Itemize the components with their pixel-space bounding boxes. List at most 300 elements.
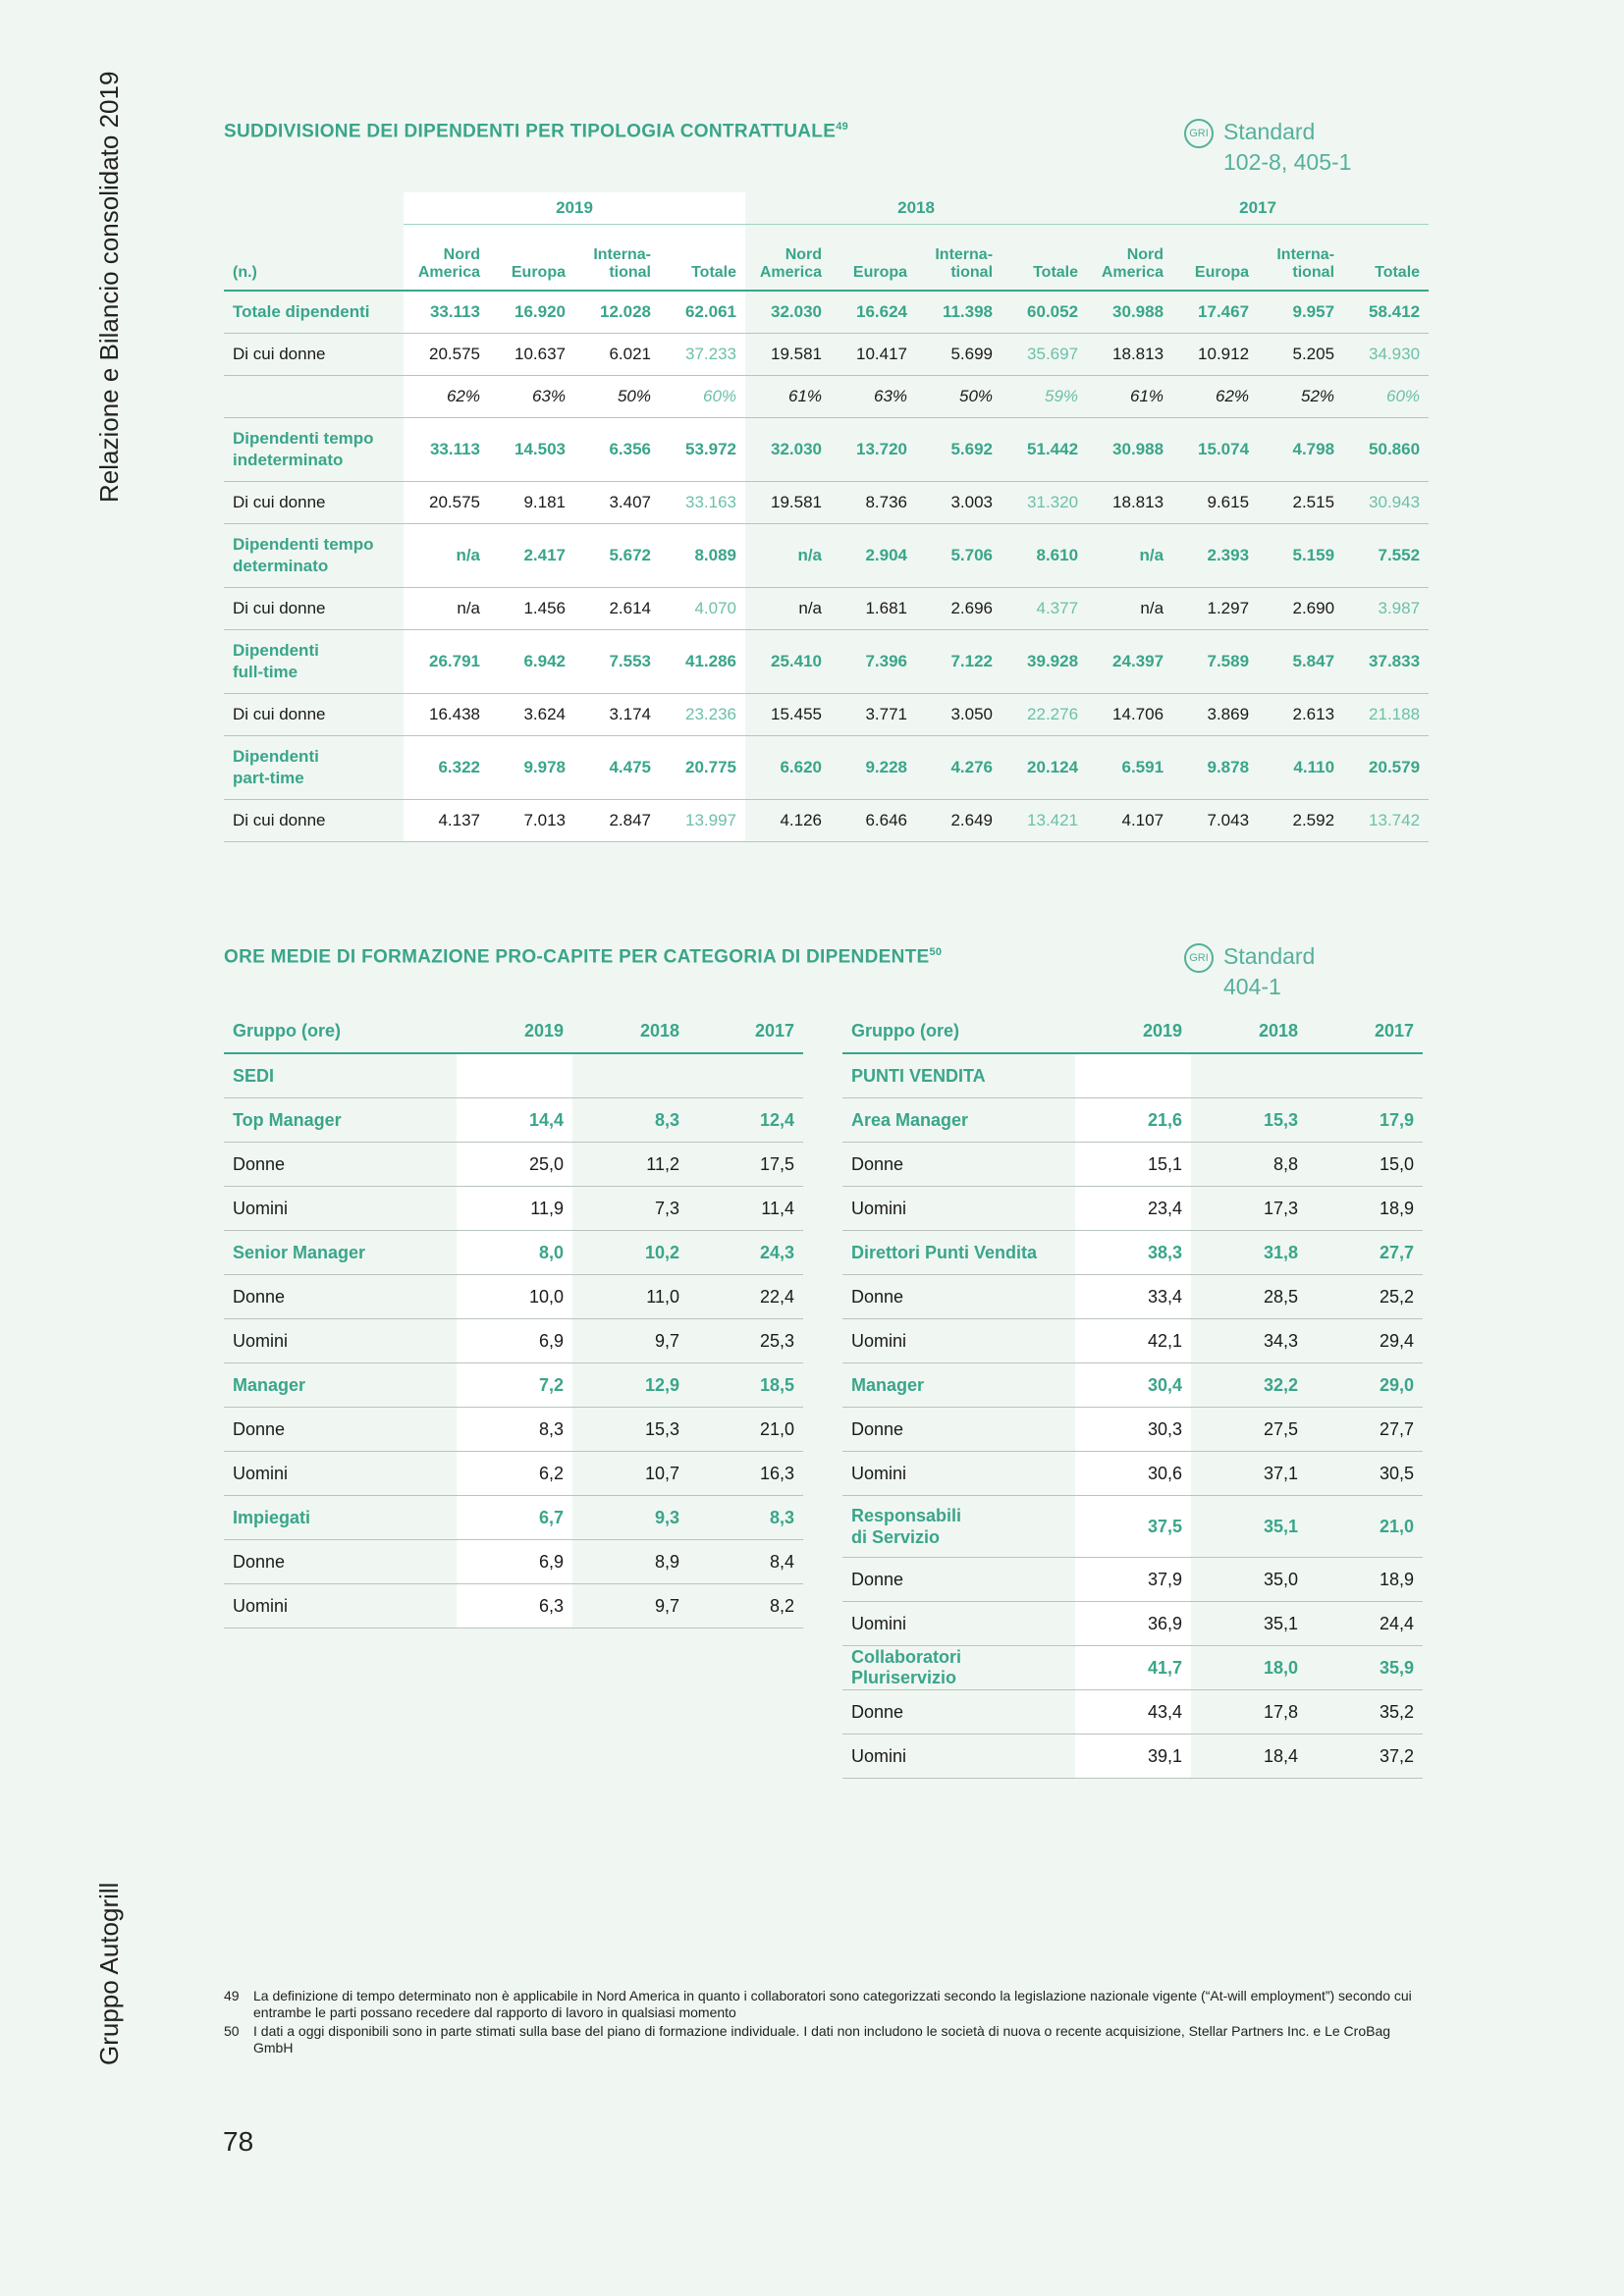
table-cell: 7.013 [489,800,574,842]
table-row [842,1496,1423,1558]
row-label-line: Uomini [851,1330,907,1351]
row-label [224,1496,457,1540]
row-label-line: Uomini [233,1330,289,1351]
table-cell: 24,3 [688,1231,803,1275]
row-label-line: Top Manager [233,1109,342,1130]
table-cell: 61% [1087,376,1172,418]
column-header-line: Europa [511,264,566,281]
row-label-line: Donne [851,1153,904,1174]
table-cell: 21,0 [1307,1496,1423,1558]
table-row [224,418,1429,482]
table-cell: 5.847 [1258,630,1343,694]
table-cell: 8.736 [831,482,916,524]
table-cell: 8.089 [660,524,745,588]
row-label-line: Donne [233,1418,286,1439]
row-label-line: Di cui donne [233,599,326,617]
table-cell: 3.624 [489,694,574,736]
table-cell: 31.320 [1001,482,1087,524]
column-header: Gruppo (ore) [842,1009,1075,1053]
footnote [224,1988,1422,2021]
table-cell: 1.681 [831,588,916,630]
row-label [224,694,404,736]
table-cell: 14,4 [457,1098,572,1143]
row-label-line: full-time [233,663,298,681]
row-label-line: Direttori Punti Vendita [851,1242,1038,1262]
table-cell: 30.988 [1087,418,1172,482]
table-cell: 17,9 [1307,1098,1423,1143]
table-cell: 31,8 [1191,1231,1307,1275]
column-header-line: Totale [1033,264,1079,281]
row-label-line: indeterminato [233,451,344,469]
table-cell: 50.860 [1343,418,1429,482]
column-header [1087,225,1172,292]
row-label [224,418,404,482]
table-cell: 37,2 [1307,1735,1423,1779]
gri-standard-text [1223,117,1351,178]
table-cell: 37,1 [1191,1452,1307,1496]
table-cell: 23,4 [1075,1187,1191,1231]
row-label-line: determinato [233,557,329,575]
table-cell: 8,4 [688,1540,803,1584]
row-label [224,736,404,800]
row-label-line: Uomini [851,1613,907,1633]
row-label-line: Di cui donne [233,705,326,723]
row-label-line: Di cui donne [233,811,326,829]
table-cell: 9,7 [572,1319,688,1363]
table-cell: 53.972 [660,418,745,482]
column-header-line [1352,246,1420,264]
table-cell: 4.070 [660,588,745,630]
table-cell: 33,4 [1075,1275,1191,1319]
table-cell: 32.030 [745,291,831,334]
table-cell: 4.110 [1258,736,1343,800]
table-cell: 33.163 [660,482,745,524]
table-cell: 9.978 [489,736,574,800]
row-label-line: Di cui donne [233,493,326,511]
column-header-row [224,225,1429,292]
table-cell: 30.943 [1343,482,1429,524]
table-cell: 2.904 [831,524,916,588]
table-cell: 21,6 [1075,1098,1191,1143]
table-cell: 7,3 [572,1187,688,1231]
row-label-line: Donne [851,1418,904,1439]
table-cell: 5.706 [916,524,1001,588]
column-header [1258,225,1343,292]
table-cell: 8,0 [457,1231,572,1275]
table-cell: 6,9 [457,1319,572,1363]
table-cell: 35,2 [1307,1690,1423,1735]
table-row [224,1187,803,1231]
table-cell: 13.421 [1001,800,1087,842]
table-cell: 20.579 [1343,736,1429,800]
table-cell [1075,1053,1191,1098]
table-cell: 3.869 [1172,694,1258,736]
column-header: 2018 [572,1009,688,1053]
table-row [224,1408,803,1452]
column-header-line [669,246,736,264]
table-cell: 6,7 [457,1496,572,1540]
row-label-line: Area Manager [851,1109,969,1130]
table-row [224,736,1429,800]
column-header-line: Totale [1375,264,1421,281]
table-cell: 18,5 [688,1363,803,1408]
sidebar-report-title: Relazione e Bilancio consolidato 2019 [94,71,124,503]
row-label-line: Uomini [851,1745,907,1766]
table-row [224,1584,803,1629]
table-cell: 39,1 [1075,1735,1191,1779]
year-header-row [224,192,1429,225]
table-cell: 13.720 [831,418,916,482]
table-cell: 50% [916,376,1001,418]
gri-badge-icon: GRI [1184,943,1214,973]
table-row [224,800,1429,842]
table-cell: 35,1 [1191,1496,1307,1558]
table-cell: 21,0 [688,1408,803,1452]
table-cell: 3.987 [1343,588,1429,630]
row-label [842,1408,1075,1452]
table-cell: 10.912 [1172,334,1258,376]
table-cell: 9.228 [831,736,916,800]
table-cell: 9.615 [1172,482,1258,524]
row-label [224,1231,457,1275]
table-cell: 1.297 [1172,588,1258,630]
table-cell: 5.205 [1258,334,1343,376]
table-row [224,1231,803,1275]
table-cell: 62.061 [660,291,745,334]
table-cell: 35,1 [1191,1602,1307,1646]
training-hours-stores-table [842,1009,1423,1779]
table-cell: 9.878 [1172,736,1258,800]
table-cell: 25,3 [688,1319,803,1363]
table-cell: 30.988 [1087,291,1172,334]
table-cell: 33.113 [404,418,489,482]
table-cell: 5.672 [574,524,660,588]
table-cell: 2.613 [1258,694,1343,736]
row-label [224,1584,457,1629]
table-cell: 16.920 [489,291,574,334]
row-label-line: Collaboratori Pluriservizio [851,1647,962,1687]
table-cell: 3.771 [831,694,916,736]
table-cell: 27,7 [1307,1231,1423,1275]
table-row [842,1187,1423,1231]
table-cell: 2.696 [916,588,1001,630]
table-cell: 19.581 [745,334,831,376]
table-cell: 25,0 [457,1143,572,1187]
table-cell: 3.174 [574,694,660,736]
table-row [842,1143,1423,1187]
row-label [842,1452,1075,1496]
table-cell [1191,1053,1307,1098]
sidebar-company-name: Gruppo Autogrill [94,1882,124,2065]
table-cell: 15,3 [572,1408,688,1452]
table-cell: 8,3 [572,1098,688,1143]
row-label-line: Uomini [851,1198,907,1218]
row-label [842,1735,1075,1779]
table-cell: 10.637 [489,334,574,376]
column-header: 2019 [457,1009,572,1053]
row-label [224,1452,457,1496]
table-row [224,1319,803,1363]
table-cell: 60% [660,376,745,418]
table-cell: 10,7 [572,1452,688,1496]
section1-footnote-ref: 49 [836,121,849,133]
table-cell: 23.236 [660,694,745,736]
table-row [842,1690,1423,1735]
column-header-line [839,246,907,264]
table-cell: 9.957 [1258,291,1343,334]
row-label [224,1187,457,1231]
table-row [842,1408,1423,1452]
gri-standard-label: Standard [1223,943,1316,969]
row-label [224,524,404,588]
table-cell: 4.126 [745,800,831,842]
table-cell: 3.050 [916,694,1001,736]
footnote-text: La definizione di tempo determinato non è applicabile in Nord America in quanto i collaboratori sono categorizzati secondo la legislazione nazionale vigente (“At-will employment”) secondo cui entrambe le parti possano recedere dal rapporto di lavoro in qualsiasi momento [253,1988,1412,2020]
row-label-line: Donne [851,1701,904,1722]
table-cell: 7.589 [1172,630,1258,694]
row-label [842,1646,1075,1690]
row-label [842,1602,1075,1646]
table-cell: 50% [574,376,660,418]
table-cell: 2.614 [574,588,660,630]
table-cell: 6.646 [831,800,916,842]
table-cell: 18,0 [1191,1646,1307,1690]
table-row [224,1053,803,1098]
table-cell: 34.930 [1343,334,1429,376]
table-cell: n/a [1087,588,1172,630]
table-cell: 6.620 [745,736,831,800]
table-cell: 24.397 [1087,630,1172,694]
row-label-line: Di cui donne [233,345,326,363]
footnote-number: 50 [224,2023,240,2039]
table-cell: 22,4 [688,1275,803,1319]
row-label-line: Dipendenti tempo [233,535,374,554]
table-cell: 12,9 [572,1363,688,1408]
table-cell: 17.467 [1172,291,1258,334]
table-row [224,1363,803,1408]
table-cell: 1.456 [489,588,574,630]
row-label [842,1496,1075,1558]
table-cell: 8,3 [688,1496,803,1540]
table-cell: 17,5 [688,1143,803,1187]
table-row [842,1319,1423,1363]
table-cell: 11,2 [572,1143,688,1187]
table-cell: 60% [1343,376,1429,418]
row-label-line: Dipendenti [233,747,319,766]
table-cell: 5.159 [1258,524,1343,588]
table-cell: 14.503 [489,418,574,482]
column-header-line: tional [609,264,651,281]
table-header-row [224,1009,803,1053]
gri-standard-label: Standard [1223,119,1316,144]
table-cell: 7.396 [831,630,916,694]
table-cell: 6,9 [457,1540,572,1584]
table-cell: n/a [404,524,489,588]
table-cell [572,1053,688,1098]
table-cell: 20.575 [404,482,489,524]
table-cell: 7.122 [916,630,1001,694]
table-cell: 6.942 [489,630,574,694]
column-header-line: America [1101,264,1164,281]
table-cell: 14.706 [1087,694,1172,736]
row-label [842,1143,1075,1187]
table-cell: 6.021 [574,334,660,376]
table-cell: 7,2 [457,1363,572,1408]
section2-gri-standard [1184,941,1315,1002]
section2-footnote-ref: 50 [929,946,943,958]
empty-cell [224,192,404,225]
table-row [224,1452,803,1496]
table-cell: 32.030 [745,418,831,482]
table-cell: 9.181 [489,482,574,524]
table-cell: 52% [1258,376,1343,418]
section1-gri-standard [1184,117,1351,178]
table-cell: 11.398 [916,291,1001,334]
table-row [842,1646,1423,1690]
row-label [224,1363,457,1408]
table-row [224,334,1429,376]
table-cell: 32,2 [1191,1363,1307,1408]
contract-type-table [224,192,1429,842]
row-label [224,482,404,524]
table-row [842,1275,1423,1319]
table-row [842,1602,1423,1646]
table-cell: 2.592 [1258,800,1343,842]
table-cell: 13.742 [1343,800,1429,842]
row-label-line: Impiegati [233,1507,311,1527]
table-row [224,1540,803,1584]
table-cell: 37,9 [1075,1558,1191,1602]
training-hours-offices-table [224,1009,803,1629]
table-cell: 20.124 [1001,736,1087,800]
column-header-line: Totale [691,264,737,281]
table-cell: 5.699 [916,334,1001,376]
table-cell: 10,2 [572,1231,688,1275]
row-label-line: Manager [851,1374,925,1395]
table-cell: 16.438 [404,694,489,736]
table-cell: 35,9 [1307,1646,1423,1690]
table-cell: 62% [404,376,489,418]
row-label [842,1053,1075,1098]
table-cell: 15,0 [1307,1143,1423,1187]
table-cell: 15.455 [745,694,831,736]
row-label [842,1098,1075,1143]
table-cell: 3.003 [916,482,1001,524]
table-row [842,1363,1423,1408]
row-label [224,334,404,376]
table-cell: 2.417 [489,524,574,588]
row-label [842,1231,1075,1275]
table-cell: 12.028 [574,291,660,334]
table-cell: 39.928 [1001,630,1087,694]
table-cell: n/a [745,588,831,630]
table-cell: 4.475 [574,736,660,800]
table-cell: 7.552 [1343,524,1429,588]
column-header-line: Interna- [593,246,651,263]
column-header-line [1010,246,1078,264]
table-cell: n/a [1087,524,1172,588]
table-cell: 8.610 [1001,524,1087,588]
row-label [224,1143,457,1187]
unit-label: (n.) [224,225,404,292]
table-cell: 41,7 [1075,1646,1191,1690]
row-label [842,1363,1075,1408]
table-cell: 15,1 [1075,1143,1191,1187]
row-label-line: Donne [851,1569,904,1589]
table-cell: 2.690 [1258,588,1343,630]
table-cell: 2.393 [1172,524,1258,588]
column-header [1172,225,1258,292]
table-row [224,376,1429,418]
row-label-line: Donne [851,1286,904,1307]
table-cell: 37.233 [660,334,745,376]
table-cell: 36,9 [1075,1602,1191,1646]
row-label-line: Totale dipendenti [233,302,370,321]
table-cell: 34,3 [1191,1319,1307,1363]
table-cell [688,1053,803,1098]
table-header-row [842,1009,1423,1053]
row-label [842,1558,1075,1602]
table-cell: 35.697 [1001,334,1087,376]
row-label-line: SEDI [233,1065,275,1086]
column-header-line: tional [950,264,994,281]
gri-standard-codes: 404-1 [1223,974,1281,999]
table-cell: 19.581 [745,482,831,524]
row-label [224,588,404,630]
row-label [842,1319,1075,1363]
table-cell: 4.137 [404,800,489,842]
table-cell: 35,0 [1191,1558,1307,1602]
table-cell: 18.813 [1087,334,1172,376]
table-row [224,482,1429,524]
row-label [842,1690,1075,1735]
table-cell: 37,5 [1075,1496,1191,1558]
year-header: 2019 [404,192,745,225]
table-row [224,291,1429,334]
column-header [489,225,574,292]
table-cell: 43,4 [1075,1690,1191,1735]
year-header: 2018 [745,192,1087,225]
table-row [224,1275,803,1319]
footnote [224,2023,1422,2056]
table-cell: 18.813 [1087,482,1172,524]
table-cell: 9,3 [572,1496,688,1540]
table-cell: 63% [831,376,916,418]
table-cell: 27,7 [1307,1408,1423,1452]
row-label-line: Manager [233,1374,306,1395]
table-row [224,1098,803,1143]
row-label [224,630,404,694]
row-label-line: Donne [233,1153,286,1174]
column-header-line: Nord [1126,246,1164,263]
gri-standard-text [1223,941,1315,1002]
column-header-line: tional [1292,264,1335,281]
column-header [404,225,489,292]
table-cell: 8,3 [457,1408,572,1452]
table-cell: 29,0 [1307,1363,1423,1408]
column-header [660,225,745,292]
row-label-line: Uomini [233,1463,289,1483]
column-header [916,225,1001,292]
footnote-text: I dati a oggi disponibili sono in parte stimati sulla base del piano di formazione individuale. I dati non includono le società di nuova o recente acquisizione, Stellar Partners Inc. e Le CroBag GmbH [253,2023,1391,2056]
column-header-line: Europa [1194,264,1250,281]
table-cell: 6.591 [1087,736,1172,800]
row-label-line: Dipendenti [233,641,319,660]
table-cell: 11,4 [688,1187,803,1231]
column-header: 2019 [1075,1009,1191,1053]
table-cell: 11,0 [572,1275,688,1319]
table-cell: 8,9 [572,1540,688,1584]
